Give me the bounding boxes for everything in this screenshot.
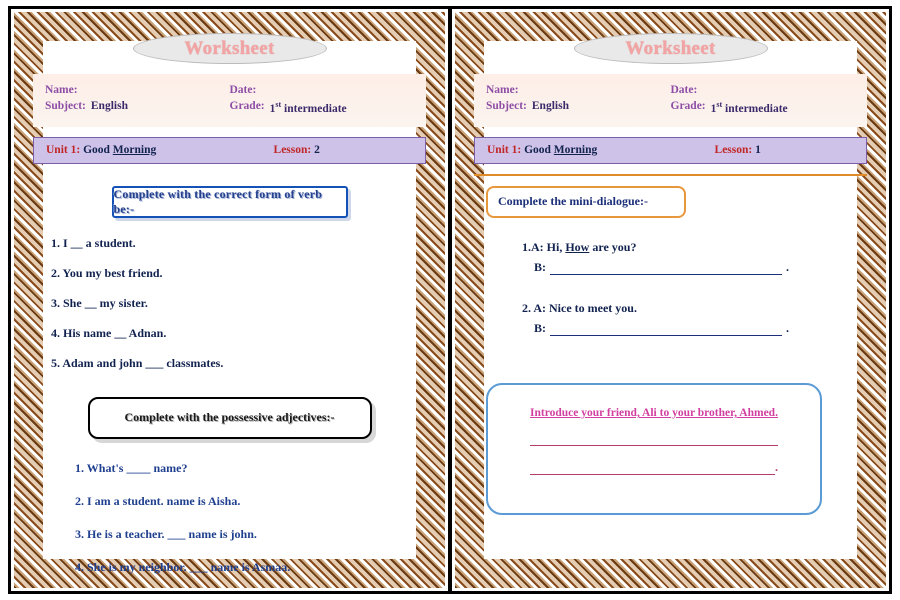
lesson-value: 1: [755, 144, 761, 157]
grade-field[interactable]: [230, 100, 415, 115]
dialogue-list: [522, 240, 867, 336]
dialogue-a-prefix: 2. A: Nice to meet you.: [522, 300, 637, 315]
right-content: [474, 29, 867, 571]
info-row-name-date: [486, 84, 855, 96]
list-item[interactable]: 1. I __ a student.: [51, 235, 136, 250]
worksheet-title-text: Worksheet: [184, 37, 275, 59]
introduce-friend-box: [486, 383, 822, 515]
info-row-name-date: [45, 84, 414, 96]
dialogue-a-underlined: How: [565, 239, 590, 254]
worksheet-title-text: Worksheet: [625, 37, 716, 59]
info-block-right: [474, 74, 867, 127]
section-heading-verb-be: [112, 186, 348, 218]
section-heading-verb-be-text: Complete with the correct form of verb be:-: [113, 186, 323, 216]
dialogue-b-label: B:: [534, 259, 546, 274]
section-heading-possessive-adjectives: [88, 397, 372, 439]
list-item[interactable]: 2. I am a student. name is Aisha.: [75, 493, 241, 508]
grade-value: [270, 100, 347, 115]
grade-label: Grade:: [670, 100, 706, 112]
list-item[interactable]: 3. He is a teacher. ___ name is john.: [75, 526, 257, 541]
lesson-label: Lesson:: [714, 144, 753, 157]
grade-number: 1: [269, 102, 276, 115]
answer-line-end: .: [775, 460, 778, 474]
list-item[interactable]: 3. She __ my sister.: [51, 295, 148, 310]
answer-line[interactable]: [550, 323, 782, 336]
unit-value-underlined: Morning: [112, 144, 157, 157]
unit-label: Unit 1:: [46, 144, 81, 157]
subject-field[interactable]: [45, 100, 230, 115]
answer-line[interactable]: [530, 435, 778, 446]
dialogue-speaker-a: [522, 301, 867, 316]
date-label: Date:: [229, 84, 257, 96]
grade-ordinal-suffix: st: [275, 100, 282, 109]
left-content: [33, 29, 426, 574]
unit-bar-right: [474, 137, 867, 164]
subject-value: English: [531, 100, 569, 112]
list-item[interactable]: 5. Adam and john ___ classmates.: [51, 355, 224, 370]
sheets-container: [11, 9, 889, 591]
worksheet-right: [450, 9, 889, 591]
section-heading-possessive-adjectives-text: Complete with the possessive adjectives:-: [124, 410, 335, 425]
subject-label: Subject:: [486, 100, 527, 112]
grade-field[interactable]: [671, 100, 856, 115]
dialogue-speaker-b: [534, 260, 867, 275]
worksheet-title-right: [574, 33, 768, 64]
worksheet-left: [11, 9, 450, 591]
dialogue-b-end: .: [786, 320, 789, 335]
subject-value: English: [90, 100, 128, 112]
grade-value-rest: intermediate: [722, 102, 788, 115]
date-field[interactable]: [671, 84, 856, 96]
grade-value: [711, 100, 788, 115]
section-heading-mini-dialogue: [486, 186, 686, 218]
lesson-label: Lesson:: [273, 144, 312, 157]
list-item[interactable]: 1. What's ____ name?: [75, 460, 188, 475]
unit-label: Unit 1:: [487, 144, 522, 157]
grade-value-rest: intermediate: [281, 102, 347, 115]
unit-info: [46, 144, 274, 156]
lesson-info: [715, 144, 854, 156]
dialogue-speaker-a: [522, 240, 867, 255]
answer-line-row: [530, 460, 778, 475]
dialogue-item: [522, 240, 867, 275]
name-field[interactable]: [45, 84, 230, 96]
question-list-possessive: [75, 461, 426, 575]
grade-label: Grade:: [229, 100, 265, 112]
dialogue-speaker-b: [534, 321, 867, 336]
dialogue-b-end: .: [786, 259, 789, 274]
orange-divider: [474, 174, 867, 176]
introduce-friend-prompt: Introduce your friend, Ali to your brother, Ahmed.: [530, 407, 778, 419]
question-list-verb-be: [51, 236, 426, 371]
name-label: Name:: [486, 84, 519, 96]
answer-line[interactable]: [530, 464, 775, 475]
grade-number: 1: [710, 102, 717, 115]
lesson-info: [274, 144, 413, 156]
dialogue-a-rest: are you?: [589, 239, 637, 254]
grade-ordinal-suffix: st: [716, 100, 723, 109]
subject-field[interactable]: [486, 100, 671, 115]
unit-value: Good: [83, 144, 113, 157]
info-block-left: [33, 74, 426, 127]
unit-bar-left: [33, 137, 426, 164]
list-item[interactable]: 4. His name __ Adnan.: [51, 325, 167, 340]
name-label: Name:: [45, 84, 78, 96]
section-heading-mini-dialogue-text: Complete the mini-dialogue:-: [498, 194, 648, 209]
worksheet-title-left: [133, 33, 327, 64]
list-item[interactable]: 2. You my best friend.: [51, 265, 163, 280]
subject-label: Subject:: [45, 100, 86, 112]
info-row-subject-grade: [45, 100, 414, 115]
answer-line[interactable]: [550, 262, 782, 275]
date-label: Date:: [670, 84, 698, 96]
dialogue-b-label: B:: [534, 320, 546, 335]
unit-value-underlined: Morning: [553, 144, 598, 157]
name-field[interactable]: [486, 84, 671, 96]
lesson-value: 2: [314, 144, 320, 157]
list-item[interactable]: 4. She is my neighbor. ___ name is Asmaa.: [75, 559, 291, 574]
info-row-subject-grade: [486, 100, 855, 115]
unit-value: Good: [524, 144, 554, 157]
dialogue-item: [522, 301, 867, 336]
dialogue-a-prefix: 1.A: Hi,: [522, 239, 566, 254]
date-field[interactable]: [230, 84, 415, 96]
unit-info: [487, 144, 715, 156]
